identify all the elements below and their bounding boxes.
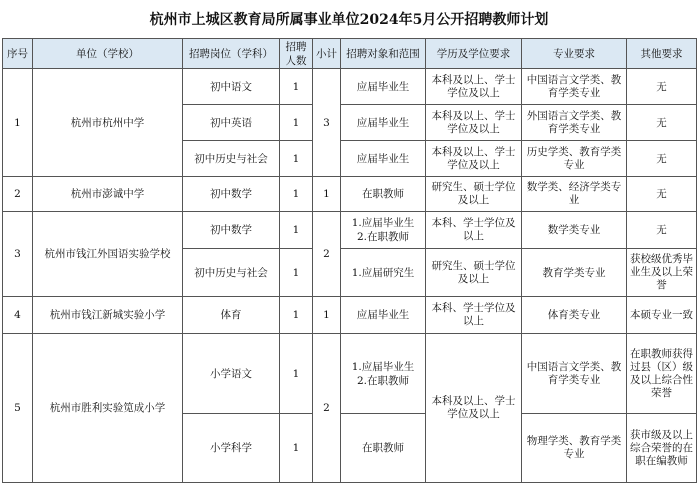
table-row xyxy=(3,69,697,105)
cell-major: 中国语言文学类、教育学类专业 xyxy=(522,334,627,414)
cell-post: 初中数学 xyxy=(183,212,280,249)
cell-edu: 研究生、硕士学位及以上 xyxy=(426,177,522,212)
cell-post: 初中英语 xyxy=(183,105,280,141)
cell-unit: 杭州市钱江新城实验小学 xyxy=(33,297,183,334)
cell-major: 外国语言文学类、教育学类专业 xyxy=(522,105,627,141)
header-subtotal: 小计 xyxy=(313,39,341,69)
cell-major: 物理学类、教育学类专业 xyxy=(522,414,627,483)
header-target: 招聘对象和范围 xyxy=(341,39,426,69)
cell-subtotal: 1 xyxy=(313,297,341,334)
cell-post: 初中历史与社会 xyxy=(183,249,280,297)
cell-unit: 杭州市胜利实验笕成小学 xyxy=(33,334,183,483)
cell-num: 1 xyxy=(280,212,313,249)
header-unit: 单位（学校） xyxy=(33,39,183,69)
table-row xyxy=(3,334,697,414)
cell-edu: 本科及以上、学士学位及以上 xyxy=(426,105,522,141)
header-row xyxy=(3,39,697,69)
table-row xyxy=(3,177,697,212)
cell-post: 小学科学 xyxy=(183,414,280,483)
cell-seq: 4 xyxy=(3,297,33,334)
recruitment-table xyxy=(2,38,697,483)
cell-other: 在职教师获得过县（区）级及以上综合性荣誉 xyxy=(627,334,697,414)
cell-target: 应届毕业生 xyxy=(341,69,426,105)
cell-subtotal: 3 xyxy=(313,69,341,177)
target-line-2: 2.在职教师 xyxy=(356,231,410,243)
cell-seq: 2 xyxy=(3,177,33,212)
header-edu: 学历及学位要求 xyxy=(426,39,522,69)
cell-target: 应届毕业生 xyxy=(341,105,426,141)
cell-major: 数学类、经济学类专业 xyxy=(522,177,627,212)
cell-other: 获市级及以上综合荣誉的在职在编教师 xyxy=(627,414,697,483)
cell-num: 1 xyxy=(280,105,313,141)
cell-other: 无 xyxy=(627,141,697,177)
cell-target: 应届毕业生 xyxy=(341,297,426,334)
cell-num: 1 xyxy=(280,414,313,483)
cell-subtotal: 1 xyxy=(313,177,341,212)
cell-post: 小学语文 xyxy=(183,334,280,414)
cell-num: 1 xyxy=(280,177,313,212)
cell-num: 1 xyxy=(280,249,313,297)
cell-num: 1 xyxy=(280,334,313,414)
cell-subtotal: 2 xyxy=(313,212,341,297)
cell-subtotal: 2 xyxy=(313,334,341,483)
cell-target xyxy=(341,212,426,249)
target-line-1: 1.应届毕业生 xyxy=(351,360,415,373)
table-row xyxy=(3,297,697,334)
cell-major: 教育学类专业 xyxy=(522,249,627,297)
cell-other: 无 xyxy=(627,212,697,249)
cell-edu: 研究生、硕士学位及以上 xyxy=(426,249,522,297)
cell-unit: 杭州市杭州中学 xyxy=(33,69,183,177)
cell-major: 中国语言文学类、教育学类专业 xyxy=(522,69,627,105)
cell-seq: 3 xyxy=(3,212,33,297)
cell-major: 数学类专业 xyxy=(522,212,627,249)
header-post: 招聘岗位（学科） xyxy=(183,39,280,69)
header-major: 专业要求 xyxy=(522,39,627,69)
header-seq: 序号 xyxy=(3,39,33,69)
cell-edu: 本科及以上、学士学位及以上 xyxy=(426,69,522,105)
cell-target: 应届毕业生 xyxy=(341,141,426,177)
cell-target xyxy=(341,334,426,414)
page-title: 杭州市上城区教育局所属事业单位2024年5月公开招聘教师计划 xyxy=(149,12,549,28)
cell-edu: 本科、学士学位及以上 xyxy=(426,212,522,249)
cell-post: 初中数学 xyxy=(183,177,280,212)
target-line-2: 2.在职教师 xyxy=(356,374,410,387)
cell-other: 本硕专业一致 xyxy=(627,297,697,334)
cell-edu: 本科及以上、学士学位及以上 xyxy=(426,334,522,483)
cell-post: 初中语文 xyxy=(183,69,280,105)
cell-unit: 杭州市澎诚中学 xyxy=(33,177,183,212)
cell-target: 在职教师 xyxy=(341,414,426,483)
cell-other: 获校级优秀毕业生及以上荣誉 xyxy=(627,249,697,297)
cell-edu: 本科及以上、学士学位及以上 xyxy=(426,141,522,177)
header-num: 招聘人数 xyxy=(280,39,313,69)
header-other: 其他要求 xyxy=(627,39,697,69)
table-row xyxy=(3,212,697,249)
cell-target: 在职教师 xyxy=(341,177,426,212)
cell-num: 1 xyxy=(280,297,313,334)
cell-unit: 杭州市钱江外国语实验学校 xyxy=(33,212,183,297)
cell-num: 1 xyxy=(280,141,313,177)
cell-other: 无 xyxy=(627,177,697,212)
cell-seq: 5 xyxy=(3,334,33,483)
cell-edu: 本科、学士学位及以上 xyxy=(426,297,522,334)
target-line-1: 1.应届毕业生 xyxy=(351,217,415,229)
cell-other: 无 xyxy=(627,69,697,105)
cell-major: 体育类专业 xyxy=(522,297,627,334)
cell-target: 1.应届研究生 xyxy=(341,249,426,297)
cell-major: 历史学类、教育学类专业 xyxy=(522,141,627,177)
cell-seq: 1 xyxy=(3,69,33,177)
cell-post: 初中历史与社会 xyxy=(183,141,280,177)
cell-other: 无 xyxy=(627,105,697,141)
cell-post: 体育 xyxy=(183,297,280,334)
cell-num: 1 xyxy=(280,69,313,105)
